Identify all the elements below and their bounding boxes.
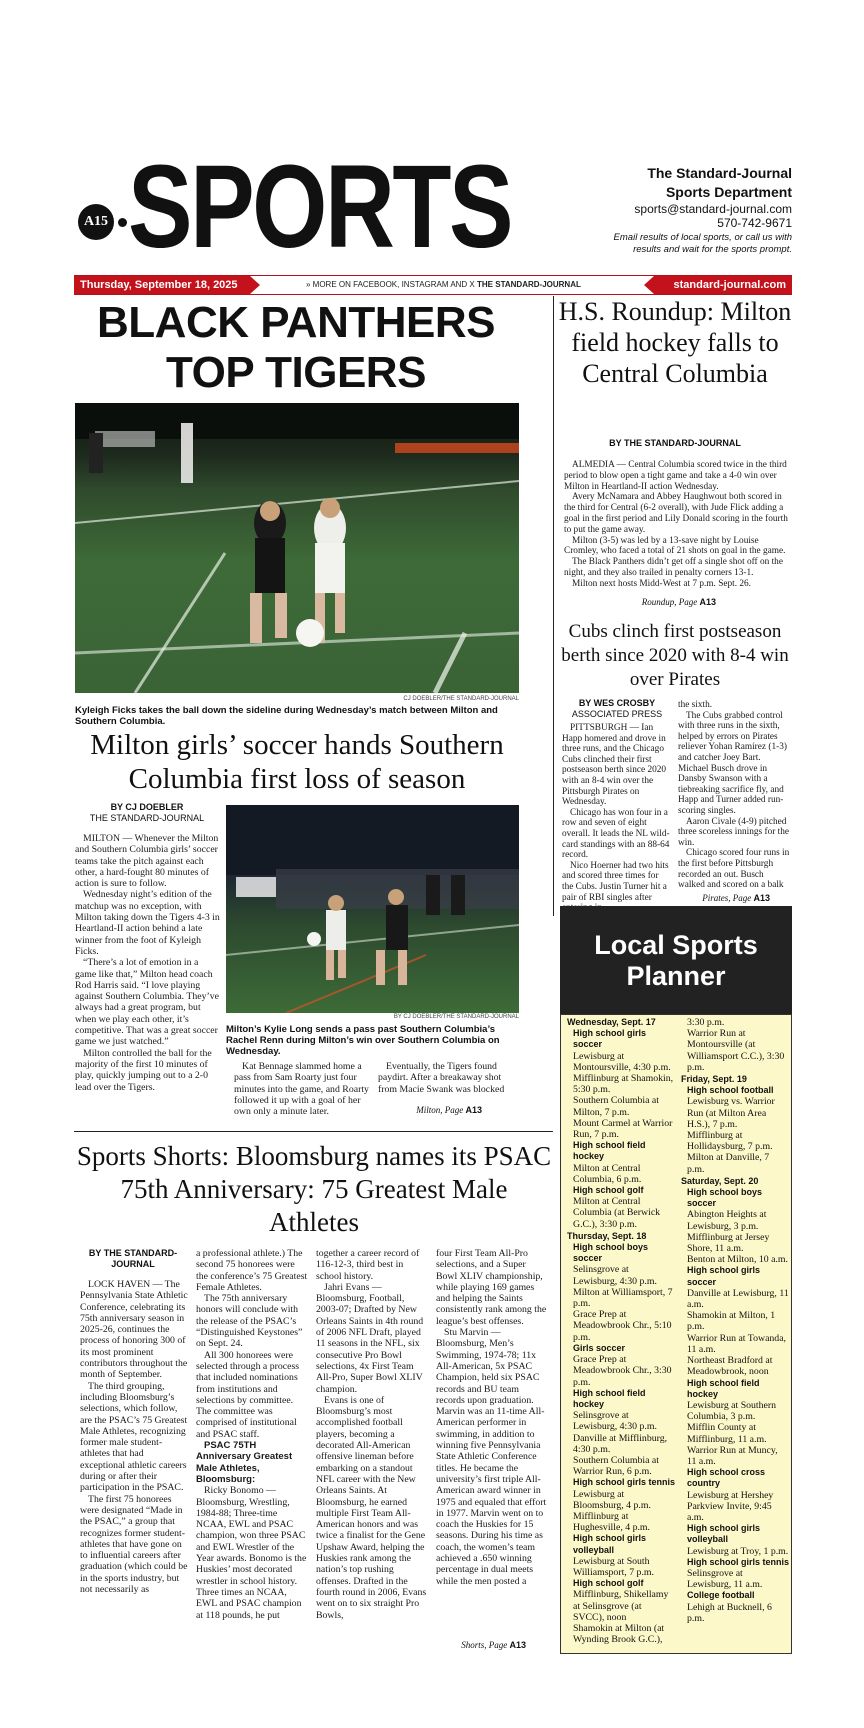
planner-right-column [679,1017,789,1624]
jump-page-number: A13 [753,893,770,903]
planner-event: Southern Columbia at Warrior Run, 6 p.m. [573,1454,659,1478]
roundup-headline: H.S. Roundup: Milton field hockey falls to Central Columbia [558,297,792,388]
dept-note-2: results and wait for the sports prompt. [633,244,792,255]
planner-sport: College football [687,1590,755,1601]
planner-event: Mifflinburg at Jersey Shore, 11 a.m. [687,1231,770,1255]
planner-event: Mifflinburg at Hughesville, 4 p.m. [573,1510,651,1534]
paragraph: Chicago scored four runs in the first before Pittsburgh recorded an out. Busch walked and scored on a balk [678,848,790,891]
shorts-column-3 [316,1248,428,1621]
paragraph: Avery McNamara and Abbey Haughwout both scored in the third for Central (6-2 overall), with Jude Flick adding a goal in the first period and Lily Donald scoring in the fourth to put the game away. [564,492,788,535]
planner-event: Mifflin County at Mifflinburg, 11 a.m. [687,1422,767,1445]
jump-page-word: Page [678,597,698,607]
roundup-byline-text: BY THE STANDARD-JOURNAL [609,438,741,448]
paragraph: Milton controlled the ball for the majority of the first 10 minutes of play, quickly jumping out to a 2-0 lead over the Tigers. [75,1047,212,1093]
planner-event: Northeast Bradford at Meadowbrook, noon [687,1355,773,1378]
cubs-byline-author: BY WES CROSBY [578,698,656,708]
soccer-photo-illustration [75,403,519,693]
jump-page-word: Page [444,1105,464,1115]
planner-sport: High school girls soccer [573,1028,647,1050]
paragraph: four First Team All-Pro selections, and a Super Bowl XLIV championship, while playing 169 games and helping the Saints consistently rank among the league’s best offenses. [436,1248,547,1327]
planner-title-line-1: Local Sports [594,930,758,960]
badge-dot [118,218,127,227]
planner-left-column [565,1017,675,1645]
planner-event: Shamokin at Milton, 1 p.m. [687,1310,776,1333]
planner-event: Milton at Central Columbia, 6 p.m. [573,1162,642,1185]
lead-photo-credit: CJ DOEBLER/THE STANDARD-JOURNAL [403,696,519,702]
jump-page-number: A13 [509,1640,526,1650]
planner-sport: High school boys soccer [573,1242,649,1264]
planner-title-line-2: Planner [626,961,726,991]
planner-box [560,1014,792,1654]
planner-event: Milton at Central Columbia (at Berwick G.C.), 3:30 p.m. [573,1196,661,1230]
cubs-headline: Cubs clinch first postseason berth since 2020 with 8-4 win over Pirates [561,621,789,690]
planner-sport: High school girls volleyball [687,1523,761,1545]
planner-sport: High school cross country [687,1467,766,1489]
planner-event: Selinsgrove at Lewisburg, 11 a.m. [687,1567,763,1591]
shorts-jump-line[interactable] [436,1640,526,1650]
jump-page-word: Page [488,1640,508,1650]
section-title: SPORTS [128,141,512,273]
lead-jump-line[interactable] [378,1105,482,1115]
planner-event: Mifflinburg, Shikellamy at Selinsgrove (at SVCC), noon [573,1589,669,1623]
jump-page-word: Page [732,893,752,903]
social-promo [306,276,581,294]
dept-name: The Standard-Journal [647,165,792,181]
planner-event: Benton at Milton, 10 a.m. [687,1254,788,1266]
planner-sport: High school boys soccer [687,1187,763,1209]
planner-title [560,906,792,1015]
lead-column-2 [234,1061,374,1117]
shorts-column-4 [436,1248,548,1587]
second-photo-credit: BY CJ DOEBLER/THE STANDARD-JOURNAL [393,1014,519,1020]
planner-event: Abington Heights at Lewisburg, 3 p.m. [687,1209,767,1232]
paragraph: The Black Panthers didn’t get off a single shot off on the night, and they also trailed in penalty corners 13-1. [564,557,783,578]
lead-column-3 [378,1061,518,1095]
planner-sport: High school field hockey [573,1387,646,1409]
lead-byline [74,802,220,823]
shorts-byline [78,1248,188,1270]
planner-event: Lewisburg at Southern Columbia, 3 p.m. [687,1399,777,1423]
social-promo-text: » MORE ON FACEBOOK, INSTAGRAM AND X [306,280,475,289]
cubs-column-2 [678,700,790,891]
lead-photo [75,403,519,693]
planner-event: Milton at Williamsport, 7 p.m. [573,1286,673,1310]
paragraph: PITTSBURGH — Ian Happ homered and drove in three runs, and the Chicago Cubs clinched their first postseason berth since 2020 with an 8-4 win over the Pittsburgh Pirates on Wednesday. [562,723,667,808]
paragraph: Jahri Evans — Bloomsburg, Football, 2003-07; Drafted by New Orleans Saints in 4th round of 2006 NFL Draft, played 11 seasons in the NFL, six consecutive Pro Bowl selections, 4x First Team All-Pro, Super Bowl XLIV champion. [316,1281,424,1395]
paragraph: Milton next hosts Midd-West at 7 p.m. Sept. 26. [572,578,751,589]
paragraph: Evans is one of Bloomsburg’s most accomplished football players, becoming a decorated All-American offensive lineman before embarking on a standout NFL career with the New Orleans Saints. At Bloomsburg, he earned multiple First Team All-American honors and was twice a finalist for the Gene Upshaw Award, helping the Huskies rank among the nation’s top rushing offenses. Drafted in the fourth round in 2006, Evans went on to six straight Pro Bowls, [316,1394,427,1621]
paragraph: Aaron Civale (4-9) pitched three scoreless innings for the win. [678,816,790,848]
roundup-jump-line[interactable] [600,597,716,607]
planner-event: Lewisburg at Montoursville, 4:30 p.m. [573,1050,671,1073]
planner-sport: High school girls soccer [687,1265,761,1287]
planner-event: Selinsgrove at Lewisburg, 4:30 p.m. [573,1264,657,1287]
second-photo [226,805,519,1013]
shorts-headline: Sports Shorts: Bloomsburg names its PSAC 75th Anniversary: 75 Greatest Male Athletes [76,1141,552,1237]
planner-event: 3:30 p.m. [687,1017,725,1028]
paragraph: Chicago has won four in a row and seven of eight overall. It leads the NL wild-card standings with an 88-64 record. [562,807,670,861]
dept-phone: 570-742-9671 [717,216,792,230]
planner-event: Warrior Run at Montoursville (at Williamsport C.C.), 3:30 p.m. [687,1028,785,1073]
shorts-byline-text: BY THE STANDARD-JOURNAL [88,1248,178,1269]
website-link[interactable]: standard-journal.com [654,276,792,294]
planner-event: Grace Prep at Meadowbrook Chr., 5:10 p.m. [573,1309,672,1343]
paragraph: The Cubs grabbed control with three runs in the sixth, helped by errors on Pirates reliever Yohan Ramírez (1-3) and catcher Joey Bart. Michael Busch drove in Dansby Swanson with a tiebreaking sacrifice fly, and Happ and Turner added run-scoring singles. [678,710,787,816]
planner-event: Milton at Danville, 7 p.m. [687,1152,770,1175]
planner-day: Friday, Sept. 19 [681,1074,747,1085]
jump-label: Roundup, [641,597,677,607]
planner-sport: High school field hockey [573,1140,646,1162]
paragraph: “There’s a lot of emotion in a game like that,” Milton head coach Rod Harris said. “I love playing against Southern Columbia. They’ve always had a great program, but when we play each other, it’s competitive. That was a great soccer game we just watched.” [75,957,220,1048]
page-number-badge: A15 [78,204,114,240]
paragraph: All 300 honorees were selected through a process that included nominations from institutions and selections by committee. The committee was comprised of institutional and PSAC staff. [196,1349,300,1440]
planner-sport: Girls soccer [573,1342,626,1353]
cubs-column-1 [562,723,672,914]
soccer-photo-2-illustration [226,805,519,1013]
paragraph: The 75th anniversary honors will conclude with the release of the PSAC’s “Distinguished Keystones” on Sept. 24. [196,1293,303,1350]
jump-page-number: A13 [699,597,716,607]
planner-event: Selinsgrove at Lewisburg, 4:30 p.m. [573,1410,657,1433]
cubs-byline-org: ASSOCIATED PRESS [571,709,663,719]
lead-headline-line-2: TOP TIGERS [166,348,426,397]
dept-email[interactable]: sports@standard-journal.com [634,202,792,216]
roundup-byline [556,438,794,449]
planner-event: Danville at Lewisburg, 11 a.m. [687,1287,789,1311]
planner-day: Thursday, Sept. 18 [567,1230,647,1241]
planner-event: Shamokin at Milton (at Wynding Brook G.C.), [573,1622,665,1646]
lead-headline-line-1: BLACK PANTHERS [97,298,495,347]
jump-label: Milton, [416,1105,443,1115]
lead-byline-org: THE STANDARD-JOURNAL [89,813,205,823]
planner-event: Lewisburg at Hershey Parkview Invite, 9:45 a.m. [687,1489,774,1523]
paragraph: Ricky Bonomo — Bloomsburg, Wrestling, 1984-88; Three-time NCAA, EWL and PSAC champion, won three PSAC and EWL Wrestler of the Year awards. Bonomo is the Huskies’ most decorated wrestler in school history. Three times an NCAA, EWL and PSAC champion at 118 pounds, he put [196,1485,307,1621]
shorts-column-1 [80,1279,190,1595]
column-divider [553,296,554,916]
paragraph: Wednesday night’s edition of the matchup was no exception, with Milton taking down the Tigers 4-3 in Heartland-II action behind a late winner from the foot of Kyleigh Ficks. [75,889,220,957]
lead-subhead: Milton girls’ soccer hands Southern Columbia first loss of season [90,729,504,795]
planner-event: Grace Prep at Meadowbrook Chr., 3:30 p.m. [573,1354,672,1388]
paragraph: Milton (3-5) was led by a 13-save night by Louise Cromley, who faced a total of 21 shots on goal in the game. [564,535,786,557]
second-photo-caption: Milton’s Kylie Long sends a pass past Southern Columbia’s Rachel Renn during Milton’s win over Southern Columbia on Wednesday. [226,1024,500,1057]
paragraph: Nico Hoerner had two hits and scored three times for the Cubs. Justin Turner hit a pair of RBI singles after [562,860,669,903]
jump-page-number: A13 [465,1105,482,1115]
social-promo-paper: THE STANDARD-JOURNAL [477,280,581,289]
shorts-list-heading: PSAC 75TH Anniversary Greatest Male Athletes, Bloomsburg: [196,1440,293,1485]
section-divider [74,1131,553,1132]
jump-label: Pirates, [702,893,731,903]
jump-label: Shorts, [461,1640,487,1650]
planner-event: Mifflinburg at Shamokin, 5:30 p.m. [573,1073,674,1096]
issue-date: Thursday, September 18, 2025 [74,276,250,294]
cubs-byline [562,698,672,719]
paragraph: The third grouping, including Bloomsburg’s selections, which follow, are the PSAC’s 75 Greatest Male Athletes, recognizing former male student-athletes that had exceptional athletic careers during or after their participation in the PSAC. [80,1380,188,1494]
lead-column-1 [75,833,220,1093]
paragraph: a professional athlete.) The second 75 honorees were the conference’s 75 Greatest Female Athletes. [196,1248,308,1293]
planner-event: Warrior Run at Muncy, 11 a.m. [687,1444,778,1467]
paragraph: Kat Bennage slammed home a pass from Sam Roarty just four minutes into the game, and Roarty followed it up with a goal of her own only a minute later. [234,1061,369,1118]
paragraph: MILTON — Whenever the Milton and Southern Columbia girls’ soccer teams take the pitch against each other, a hard-fought 80 minutes of action is sure to follow. [75,833,219,890]
date-bar [74,275,792,295]
planner-sport: High school girls volleyball [573,1533,647,1555]
paragraph: The first 75 honorees were designated “Made in the PSAC,” a group that recognizes former student-athletes that have gone on to influential careers after graduation (which could be in the sports industry, but not necessarily as [80,1493,188,1596]
planner-event: Lewisburg at Bloomsburg, 4 p.m. [573,1488,651,1511]
lead-photo-caption: Kyleigh Ficks takes the ball down the sideline during Wednesday’s match between Milton and Southern Columbia. [75,705,498,727]
cubs-jump-line[interactable] [676,893,770,903]
planner-event: Warrior Run at Towanda, 11 a.m. [687,1332,787,1355]
planner-event: Southern Columbia at Milton, 7 p.m. [573,1095,659,1118]
planner-sport: High school football [687,1085,774,1096]
paragraph: Stu Marvin — Bloomsburg, Men’s Swimming, 1974-78; 11x All-American, 5x PSAC Champion, held six PSAC records and BU team records upon graduation. Marvin was an 11-time All-American performer in swimming, in addition to winning five Pennsylvania State Athletic Conference titles. He became the university’s first triple All-American award winner in 1975 and equaled that effort in 1977. Marvin went on to coach the Huskies for 15 seasons. During his time as coach, the women’s team achieved a .650 winning percentage in dual meets while the men posted a [436,1327,547,1587]
planner-sport: High school girls tennis [573,1477,676,1488]
paragraph: LOCK HAVEN — The Pennsylvania State Athletic Conference, celebrating its 75th anniversary season in 2025-26, continues the process of honoring 300 of its most prominent contributors throughout the month of September. [80,1279,188,1381]
planner-event: Lewisburg vs. Warrior Run (at Milton Area H.S.), 7 p.m. [687,1096,775,1130]
planner-sport: High school field hockey [687,1377,760,1399]
paragraph: Eventually, the Tigers found paydirt. After a breakaway shot from Macie Swank was blocked [378,1061,505,1095]
sports-department-contact [472,164,792,256]
planner-event: Lewisburg at Troy, 1 p.m. [687,1545,789,1557]
planner-sport: High school golf [573,1185,644,1196]
planner-event: Danville at Mifflinburg, 4:30 p.m. [573,1432,668,1455]
shorts-column-2 [196,1248,308,1621]
planner-day: Saturday, Sept. 20 [681,1175,759,1186]
paragraph: ALMEDIA — Central Columbia scored twice in the third period to blow open a tight game and take a 4-0 win over Milton in Heartland-II action Wednesday. [564,460,787,492]
planner-day: Wednesday, Sept. 17 [567,1017,656,1027]
planner-sport: High school golf [573,1578,644,1589]
paragraph: the sixth. [678,700,713,710]
dept-name-2: Sports Department [665,184,792,200]
planner-event: Lewisburg at South Williamsport, 7 p.m. [573,1555,654,1578]
dept-note-1: Email results of local sports, or call us with [613,232,792,243]
planner-event: Mifflinburg at Hollidaysburg, 7 p.m. [687,1130,773,1153]
planner-event: Lehigh at Bucknell, 6 p.m. [687,1601,772,1624]
planner-sport: High school girls tennis [687,1556,790,1567]
lead-byline-author: BY CJ DOEBLER [110,802,184,812]
planner-event: Mount Carmel at Warrior Run, 7 p.m. [573,1117,673,1141]
lead-headline [74,298,518,398]
paragraph: together a career record of 116-12-3, third best in school history. [316,1248,420,1282]
roundup-body [564,460,792,590]
